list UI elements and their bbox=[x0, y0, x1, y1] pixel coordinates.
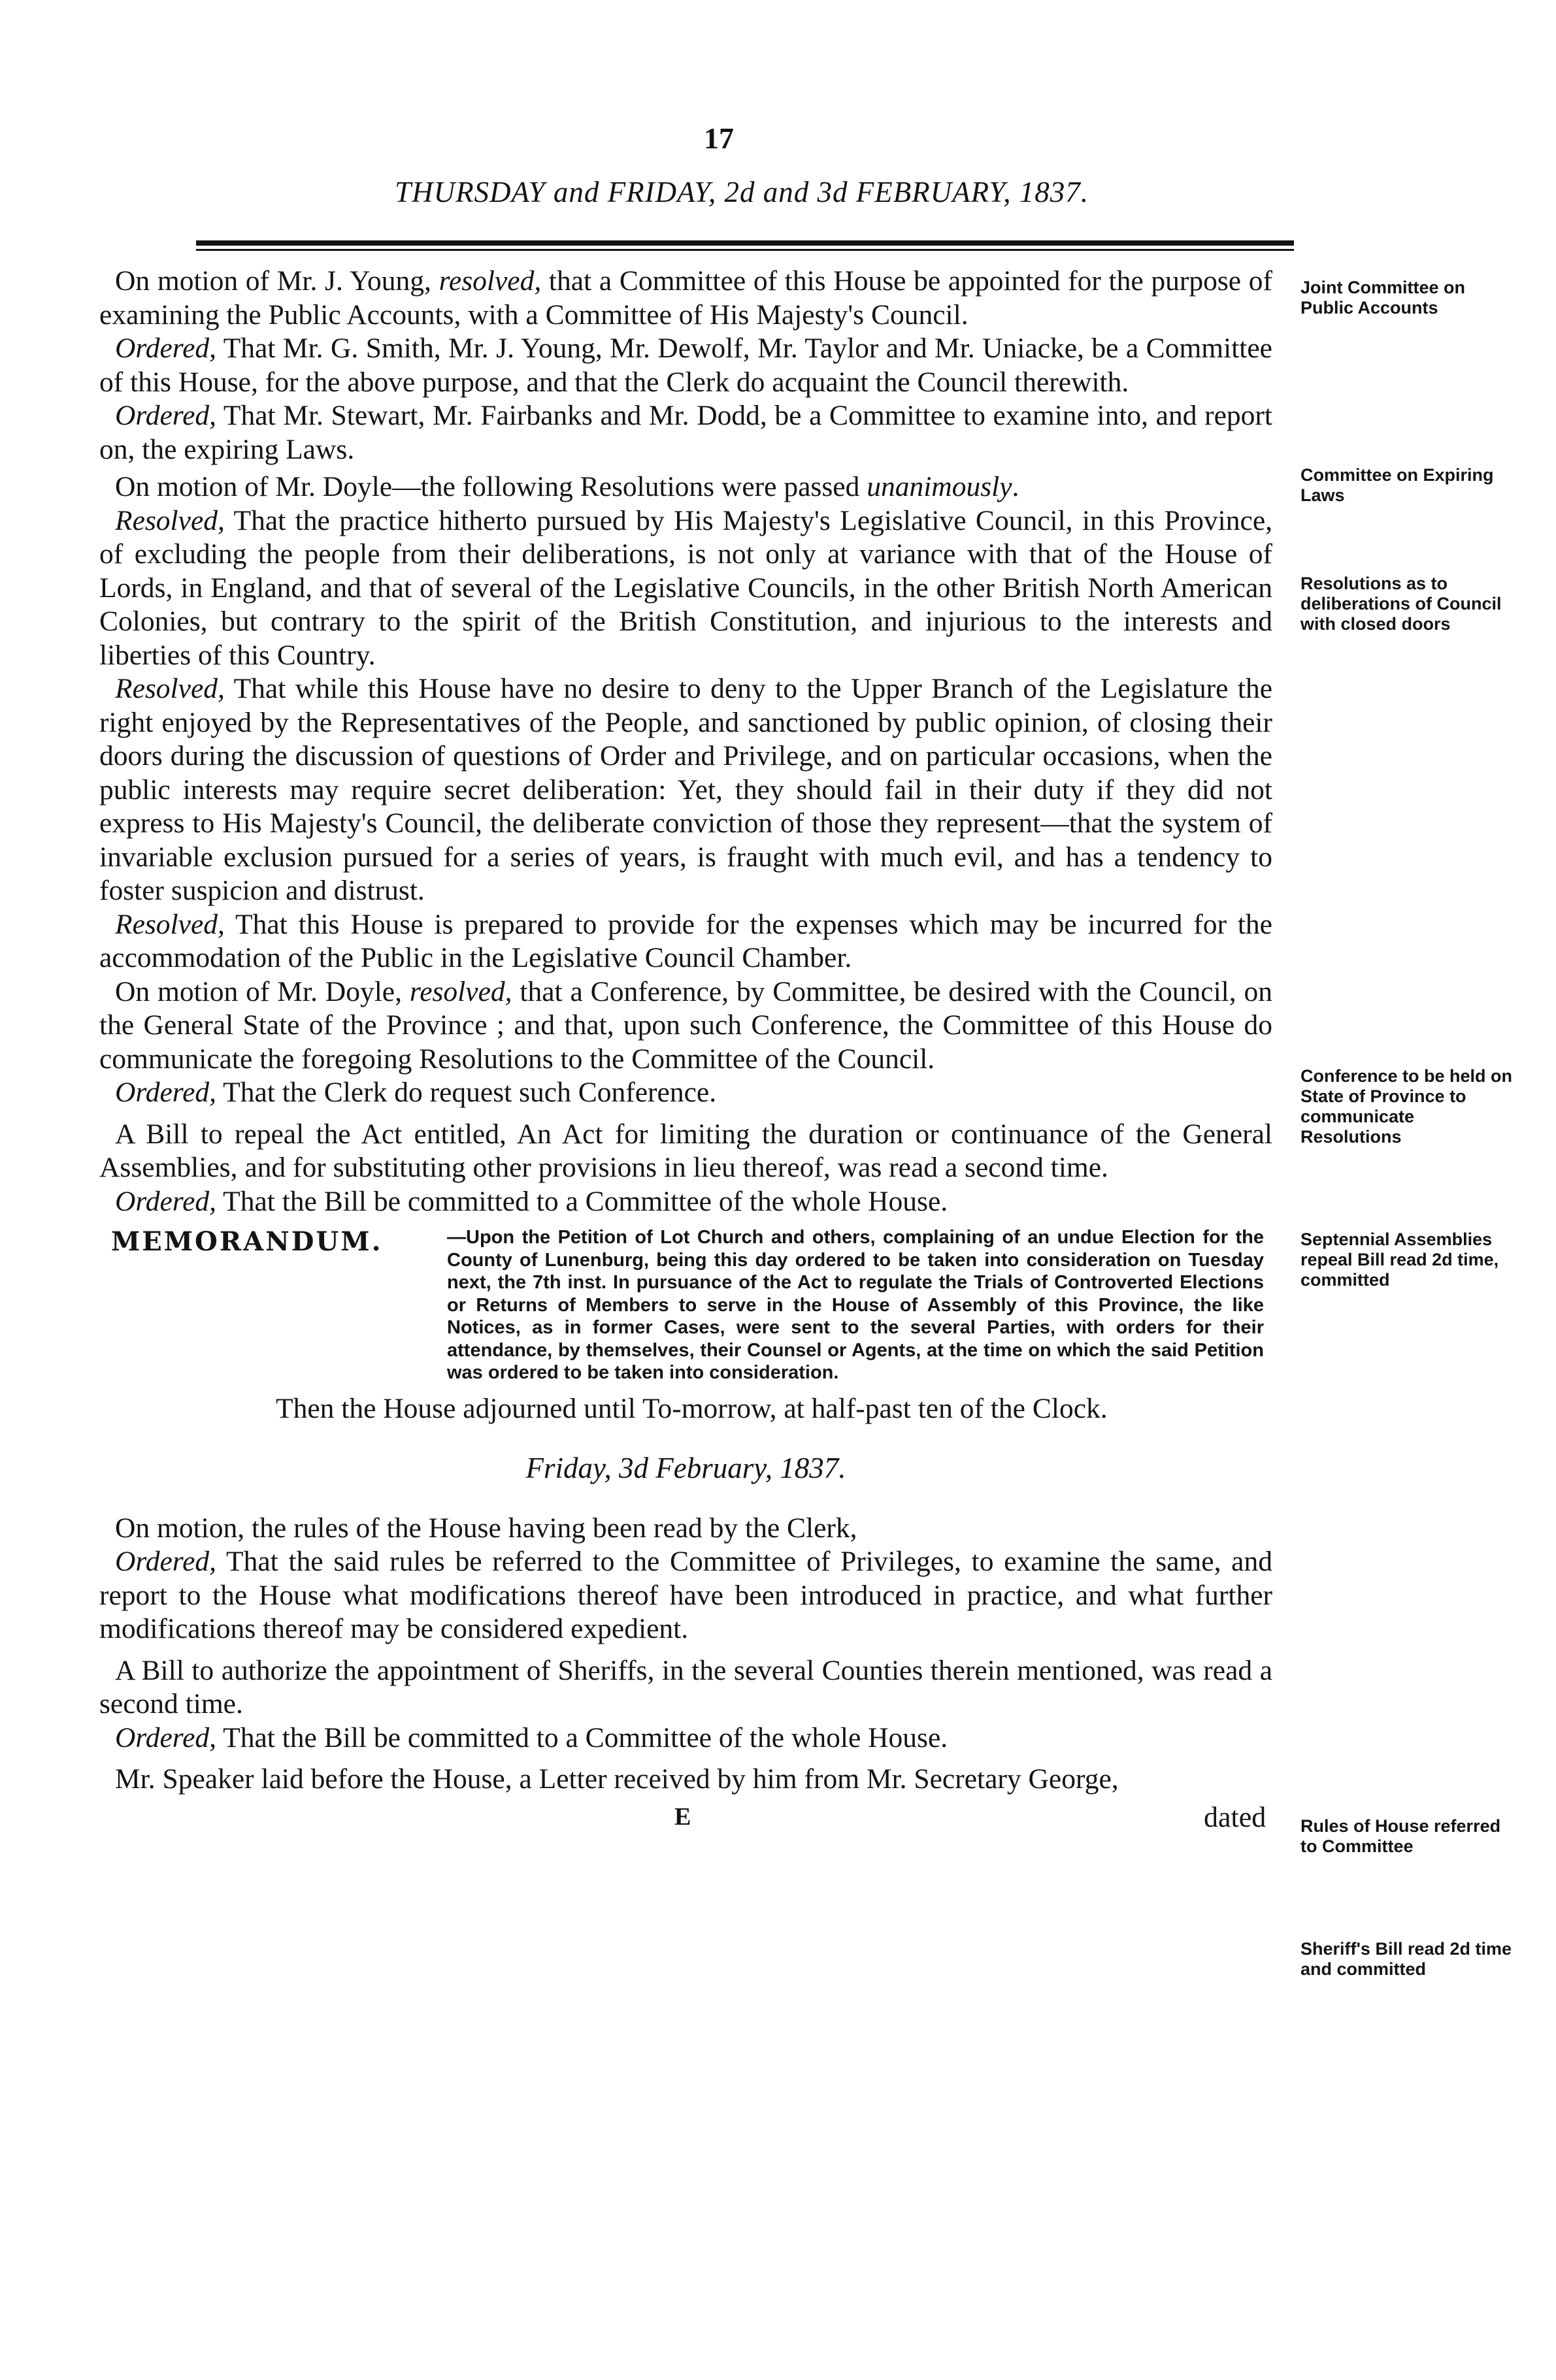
page-number: 17 bbox=[704, 122, 734, 155]
margin-note-conference: Conference to be held on State of Province to communicate Resolutions bbox=[1300, 1066, 1513, 1147]
memorandum-title: MEMORANDUM. bbox=[111, 1226, 383, 1257]
margin-note-closed-doors: Resolutions as to deliberations of Council with closed doors bbox=[1300, 574, 1502, 634]
paragraph-rules-read: On motion, the rules of the House having been read by the Clerk, bbox=[115, 1512, 857, 1544]
paragraph-sheriffs-committed: Ordered, That the Bill be committed to a Committee of the whole House. bbox=[115, 1721, 948, 1753]
running-head: THURSDAY and FRIDAY, 2d and 3d FEBRUARY, 1837. bbox=[395, 176, 1089, 208]
memorandum bbox=[99, 1226, 1272, 1384]
header-rule-thick bbox=[196, 240, 1294, 246]
paragraph-sheriffs-bill: A Bill to authorize the appointment of Sheriffs, in the several Counties therein mentioned, was read a second time. bbox=[99, 1654, 1272, 1720]
margin-note-rules: Rules of House referred to Committee bbox=[1300, 1816, 1501, 1856]
journal-body bbox=[99, 265, 1272, 1833]
paragraph-clerk-request: Ordered, That the Clerk do request such Conference. bbox=[115, 1077, 717, 1108]
paragraph-speaker-letter: Mr. Speaker laid before the House, a Letter received by him from Mr. Secretary George, bbox=[115, 1763, 1119, 1795]
paragraph-rules-referred: Ordered, That the said rules be referred to the Committee of Privileges, to examine the same, and report to the House what modifications thereof have been introduced in practice, and what further modifications thereof may be considered expedient. bbox=[99, 1546, 1272, 1644]
memorandum-text: —Upon the Petition of Lot Church and others, complaining of an undue Election for the County of Lunenburg, being this day ordered to be taken into consideration on Tuesday next, the 7th inst. In pursuance of the Act to regulate the Trials of Controverted Elections or Returns of Members to serve in the House of Assembly of this Province, the like Notices, as in former Cases, were sent to the several Parties, with orders for their attendance, by themselves, their Counsel or Agents, at the time on which the said Petition was ordered to be taken into consideration. bbox=[447, 1227, 1264, 1383]
paragraph-committee-members: Ordered, That Mr. G. Smith, Mr. J. Young, Mr. Dewolf, Mr. Taylor and Mr. Uniacke, be a Committee of this House, for the above purpose, and that the Clerk do acquaint the Council therewith. bbox=[99, 333, 1272, 398]
margin-note-public-accounts: Joint Committee on Public Accounts bbox=[1300, 278, 1466, 318]
margin-note-expiring-laws: Committee on Expiring Laws bbox=[1300, 465, 1494, 505]
page-footer bbox=[99, 1801, 1272, 1833]
paragraph-doyle-motion: On motion of Mr. Doyle—the following Resolutions were passed unanimously. bbox=[115, 471, 1019, 502]
header-rule-thin bbox=[196, 249, 1294, 251]
paragraph-resolution-3: Resolved, That this House is prepared to provide for the expenses which may be incurred for the accommodation of the Public in the Legislative Council Chamber. bbox=[99, 908, 1272, 973]
signature-mark: E bbox=[674, 1802, 691, 1831]
friday-heading: Friday, 3d February, 1837. bbox=[525, 1452, 846, 1484]
margin-note-sheriffs: Sheriff's Bill read 2d time and committed bbox=[1300, 1939, 1512, 1979]
paragraph-bill-committed: Ordered, That the Bill be committed to a Committee of the whole House. bbox=[115, 1185, 948, 1217]
paragraph-joint-committee: On motion of Mr. J. Young, resolved, that a Committee of this House be appointed for the purpose of examining the Public Accounts, with a Committee of His Majesty's Council. bbox=[99, 265, 1273, 331]
margin-note-septennial: Septennial Assemblies repeal Bill read 2d time, committed bbox=[1300, 1230, 1499, 1290]
catchword: dated bbox=[1204, 1801, 1266, 1833]
paragraph-resolution-1: Resolved, That the practice hitherto pursued by His Majesty's Legislative Council, in this Province, of excluding the people from their deliberations, is not only at variance with that of the House of Lords, in England, and that of several of the Legislative Councils, in the other British North American Colonies, but contrary to the spirit of the British Constitution, and injurious to the interests and liberties of this Country. bbox=[99, 504, 1272, 671]
adjournment-line: Then the House adjourned until To-morrow, at half-past ten of the Clock. bbox=[276, 1392, 1108, 1424]
paragraph-resolution-2: Resolved, That while this House have no desire to deny to the Upper Branch of the Legislature the right enjoyed by the Representatives of the People, and sanctioned by public opinion, of closing their doors during the discussion of questions of Order and Privilege, and on particular occasions, when the public interests may require secret deliberation: Yet, they should fail in their duty if they did not express to His Majesty's Council, the deliberate conviction of those they represent—that the system of invariable exclusion pursued for a series of years, is fraught with much evil, and has a tendency to foster suspicion and distrust. bbox=[99, 673, 1272, 906]
paragraph-expiring-laws: Ordered, That Mr. Stewart, Mr. Fairbanks and Mr. Dodd, be a Committee to examine into, and report on, the expiring Laws. bbox=[99, 400, 1272, 465]
paragraph-conference: On motion of Mr. Doyle, resolved, that a Conference, by Committee, be desired with the Council, on the General State of the Province ; and that, upon such Conference, the Committee of this House do communicate the foregoing Resolutions to the Committee of the Council. bbox=[99, 975, 1273, 1075]
paragraph-septennial-bill: A Bill to repeal the Act entitled, An Act for limiting the duration or continuance of the General Assemblies, and for substituting other provisions in lieu thereof, was read a second time. bbox=[99, 1118, 1272, 1183]
